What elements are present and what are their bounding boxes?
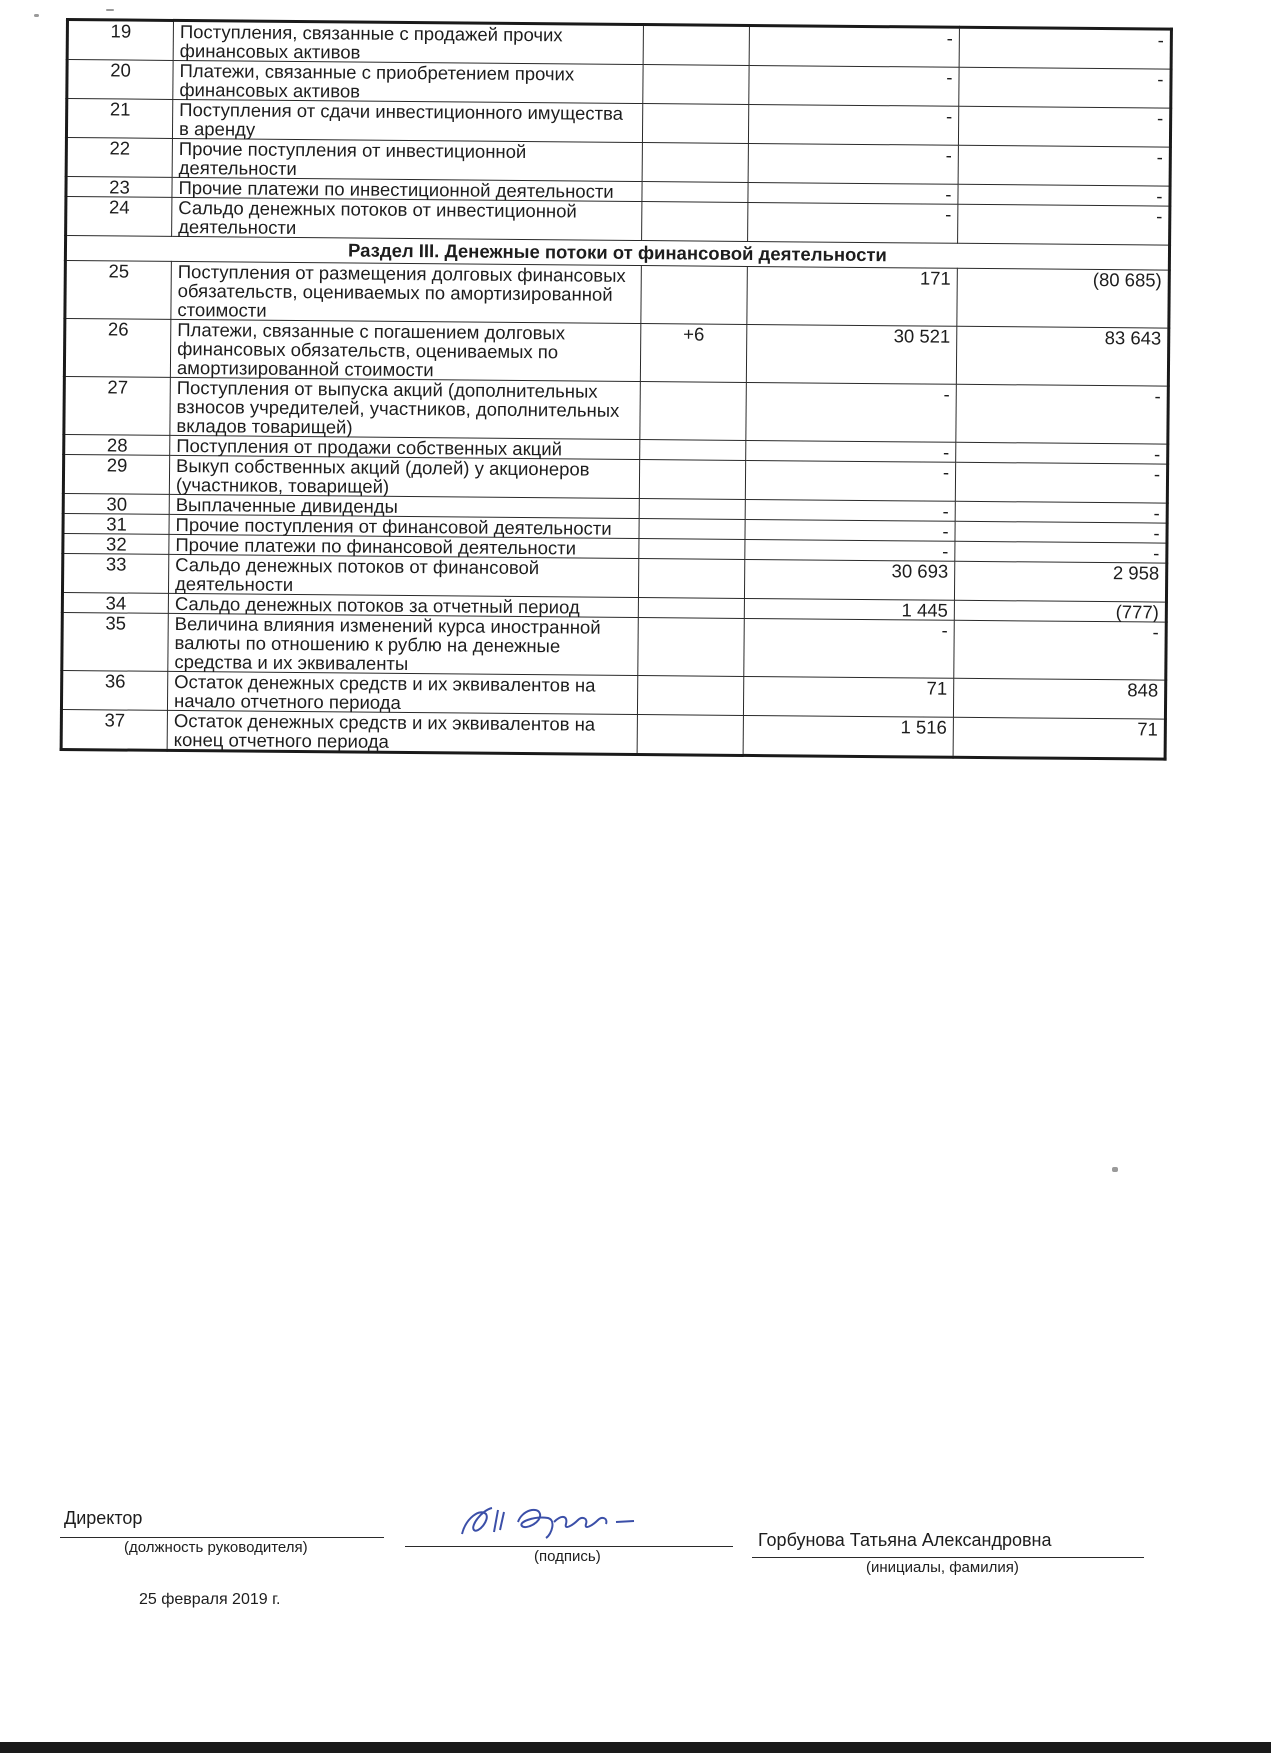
row-note — [642, 202, 748, 242]
value-reporting-period: - — [749, 25, 959, 67]
value-previous-period: - — [958, 184, 1170, 206]
value-reporting-period: - — [748, 182, 958, 204]
row-name: Сальдо денежных потоков за отчетный период — [168, 593, 638, 617]
row-note — [640, 382, 747, 441]
name-caption: (инициалы, фамилия) — [866, 1559, 1019, 1576]
scan-speck — [106, 9, 114, 11]
row-number: 33 — [62, 553, 168, 593]
row-number: 32 — [63, 533, 169, 554]
value-reporting-period: 30 693 — [744, 559, 954, 600]
value-reporting-period: - — [749, 65, 959, 106]
row-name: Платежи, связанные с погашением долговых финансовых обязательств, оцениваемых по амортизированной стоимости — [170, 319, 640, 381]
row-note — [642, 143, 748, 183]
value-reporting-period: 1 445 — [744, 598, 954, 620]
row-number: 29 — [63, 454, 169, 494]
row-note — [643, 25, 749, 66]
row-number: 37 — [61, 709, 167, 750]
position-line — [60, 1537, 384, 1538]
value-previous-period: - — [955, 521, 1167, 543]
row-number: 20 — [67, 60, 173, 100]
row-number: 28 — [64, 434, 170, 455]
row-name: Поступления от сдачи инвестиционного имущества в аренду — [172, 99, 642, 142]
value-previous-period: - — [958, 145, 1170, 186]
value-reporting-period: 71 — [743, 676, 953, 717]
value-reporting-period: - — [746, 440, 956, 462]
row-note — [639, 460, 745, 500]
value-previous-period: - — [955, 541, 1167, 563]
section-title: Раздел III. Денежные потоки от финансовой деятельности — [65, 236, 1169, 271]
row-note — [638, 559, 744, 599]
value-reporting-period: - — [745, 499, 955, 521]
value-previous-period: - — [959, 27, 1171, 69]
name-line — [752, 1557, 1144, 1558]
row-note — [641, 266, 748, 325]
row-number: 23 — [66, 177, 172, 198]
row-name: Остаток денежных средств и их эквивалентов на начало отчетного периода — [167, 671, 637, 714]
value-reporting-period: 30 521 — [746, 324, 956, 384]
scan-edge — [0, 1742, 1271, 1753]
value-previous-period: - — [955, 501, 1167, 523]
row-number: 19 — [67, 20, 173, 61]
scan-speck — [34, 14, 39, 17]
value-previous-period: - — [956, 442, 1168, 464]
row-note — [638, 598, 744, 619]
value-reporting-period: 171 — [747, 266, 957, 326]
value-previous-period: (777) — [954, 600, 1166, 622]
value-previous-period: - — [958, 106, 1170, 147]
financing-rows — [61, 261, 1169, 760]
full-name: Горбунова Татьяна Александровна — [758, 1530, 1052, 1550]
row-note — [642, 182, 748, 203]
value-previous-period: - — [955, 462, 1167, 503]
row-name: Прочие поступления от инвестиционной деятельности — [172, 138, 642, 181]
table-row — [61, 709, 1165, 759]
row-number: 31 — [63, 513, 169, 534]
value-previous-period: (80 685) — [957, 268, 1169, 328]
row-note — [642, 104, 748, 144]
row-number: 21 — [66, 99, 172, 139]
row-name: Величина влияния изменений курса иностранной валюты по отношению к рублю на денежные средства и их эквиваленты — [168, 613, 638, 675]
value-reporting-period: 1 516 — [743, 715, 953, 757]
row-name: Поступления от выпуска акций (дополнительных взносов учредителей, участников, дополнительных вкладов товарищей) — [170, 377, 640, 439]
row-name: Прочие платежи по финансовой деятельности — [169, 534, 639, 558]
row-number: 36 — [61, 670, 167, 710]
scan-speck — [1112, 1167, 1118, 1172]
investing-rows — [66, 20, 1172, 246]
value-previous-period: - — [956, 384, 1168, 444]
value-reporting-period: - — [745, 460, 955, 501]
row-number: 24 — [66, 197, 172, 237]
value-reporting-period: - — [745, 539, 955, 561]
row-name: Прочие платежи по инвестиционной деятельности — [172, 177, 642, 201]
value-previous-period: 71 — [953, 717, 1165, 759]
value-reporting-period: - — [748, 104, 958, 145]
row-note — [639, 499, 745, 520]
row-note: +6 — [640, 324, 747, 383]
value-previous-period: 83 643 — [956, 326, 1168, 386]
signature-caption: (подпись) — [534, 1548, 601, 1565]
row-name: Поступления, связанные с продажей прочих финансовых активов — [173, 20, 643, 64]
report-date: 25 февраля 2019 г. — [139, 1591, 281, 1608]
row-note — [640, 440, 746, 461]
handwritten-signature — [456, 1500, 666, 1542]
row-name: Сальдо денежных потоков от финансовой деятельности — [168, 554, 638, 597]
row-note — [637, 676, 743, 716]
cash-flow-table — [60, 18, 1173, 761]
table-row — [64, 376, 1168, 444]
value-reporting-period: - — [748, 143, 958, 184]
row-name: Сальдо денежных потоков от инвестиционной деятельности — [172, 197, 642, 240]
value-previous-period: - — [959, 67, 1171, 108]
row-number: 35 — [62, 612, 169, 671]
value-previous-period: 848 — [953, 678, 1165, 719]
position-caption: (должность руководителя) — [124, 1539, 308, 1556]
row-note — [637, 715, 743, 756]
row-name: Выкуп собственных акций (долей) у акционеров (участников, товарищей) — [169, 455, 639, 498]
row-number: 22 — [66, 138, 172, 178]
row-name: Прочие поступления от финансовой деятельности — [169, 514, 639, 538]
value-reporting-period: - — [744, 618, 954, 678]
row-note — [638, 618, 745, 677]
row-number: 30 — [63, 493, 169, 514]
value-reporting-period: - — [748, 202, 958, 243]
value-reporting-period: - — [746, 382, 956, 442]
value-previous-period: - — [958, 204, 1170, 245]
row-number: 26 — [64, 319, 171, 378]
value-previous-period: - — [954, 620, 1166, 680]
row-note — [639, 539, 745, 560]
row-number: 34 — [62, 592, 168, 613]
position-label: Директор — [64, 1508, 143, 1528]
value-previous-period: 2 958 — [954, 561, 1166, 602]
table-row — [62, 612, 1166, 680]
row-name: Поступления от размещения долговых финансовых обязательств, оцениваемых по амортизированной стоимости — [171, 261, 641, 323]
row-note — [639, 519, 745, 540]
row-number: 25 — [65, 261, 172, 320]
row-name: Поступления от продажи собственных акций — [170, 435, 640, 459]
table-row — [65, 261, 1169, 329]
row-note — [643, 65, 749, 105]
row-name: Платежи, связанные с приобретением прочих финансовых активов — [173, 60, 643, 103]
value-reporting-period: - — [745, 519, 955, 541]
signature-line — [405, 1546, 733, 1547]
table-row — [64, 319, 1168, 387]
row-name: Остаток денежных средств и их эквивалентов на конец отчетного периода — [167, 710, 637, 754]
row-number: 27 — [64, 376, 171, 435]
row-name: Выплаченные дивиденды — [169, 494, 639, 518]
